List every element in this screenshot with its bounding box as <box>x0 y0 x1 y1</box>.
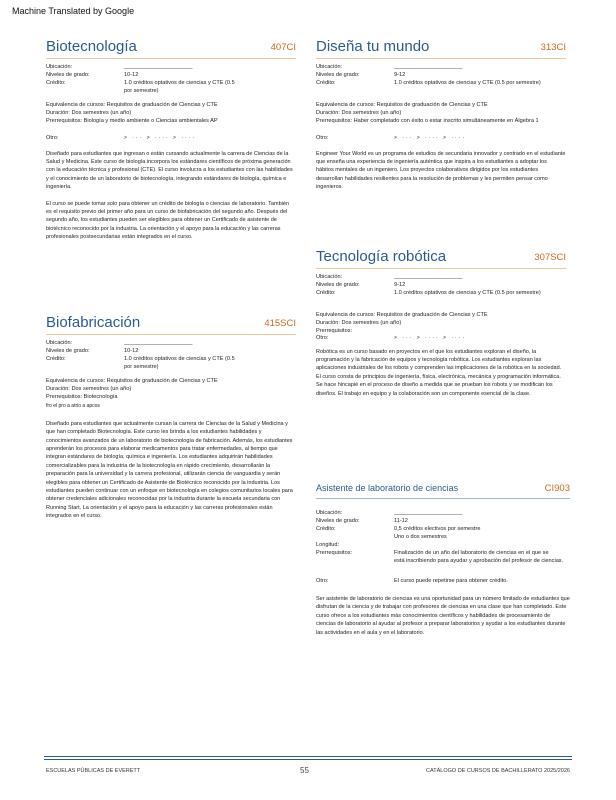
field-label <box>316 559 394 567</box>
field-label: Niveles de grado: <box>46 72 90 78</box>
course-info-table <box>316 511 563 567</box>
machine-translated-banner: Machine Translated by Google <box>12 6 135 16</box>
otro-label: Otro: <box>316 578 329 584</box>
field-label: Longitud: <box>316 542 340 548</box>
course-extra <box>316 101 566 126</box>
course-code: CI903 <box>544 483 570 494</box>
field-label: Niveles de grado: <box>316 518 360 524</box>
duration: Duración: Dos semestres (un año) <box>316 320 402 327</box>
field-value: 10-12 <box>124 72 139 78</box>
field-label: Ubicación: <box>46 64 73 70</box>
field-value: 9-12 <box>394 282 406 288</box>
description-paragraph: El curso se puede tomar solo para obtener un crédito de biología o ciencias de laboratorio. También es el requisito previo del primer año para un curso de biofabricación del segundo año. Después del segundo año, los estudiantes pueden ser elegibles para obtener un Certificado de asistente de biotécnico reconocido por la industria. La orientación y el apoyo para la educación y las carreras profesionales postsecundarias están integrados en el curso. <box>46 200 289 241</box>
equivalence: Equivalencia de cursos: Requisitos de graduación de Ciencias y CTE <box>46 102 218 108</box>
prerequisites: Prerrequisitos: Biotecnología <box>46 394 118 401</box>
footer-rule <box>44 759 572 760</box>
course-info-table <box>46 341 235 373</box>
course-disena-tu-mundo <box>316 38 566 192</box>
footer-rule <box>44 756 572 757</box>
field-label: Crédito: <box>316 290 336 296</box>
field-value: 1.0 créditos optativos de ciencias y CTE (0.5 <box>124 80 235 86</box>
field-label: Crédito: <box>316 80 336 86</box>
otro-row <box>316 579 508 587</box>
description-paragraph: Ser asistente de laboratorio de ciencias es una oportunidad para un número limitado de estudiantes que disfrutan de la ciencia y de trabajar con profesores de ciencias en una clase que han completado. Este curso ofrece a los estudiantes más conocimientos científicos y habilidades de procesamiento de ciencias de laboratorio al ayudar al profesor a preparar laboratorios y ayudar a los estudiantes durante las actividades en el aula y en el laboratorio. <box>316 596 570 636</box>
description-paragraph: Robótica es un curso basado en proyectos en el que los estudiantes exploran el diseño, la programación y la fabricación de equipos y tecnología robótica. Los estudiantes exploran las aplicaciones industriales de los robots y comprenden las implicaciones de la robótica en la sociedad. El curso consta de principios de ingeniería, física, electrónica, mecánica y programación informática. Se hace hincapié en el proceso de diseño a medida que se prueban los robots y se modifican los diseños. El trabajo en equipo y la colaboración son un componente esencial de la clase. <box>316 348 562 397</box>
footer-right: CATÁLOGO DE CURSOS DE BACHILLERATO 2025/2026 <box>426 768 570 774</box>
field-value: 0,5 créditos electivos por semestre <box>394 526 481 532</box>
otro-value: > ··· > ···· > ···· <box>124 134 197 141</box>
divider <box>316 58 566 59</box>
prerequisites: Prerrequisitos: <box>316 328 353 335</box>
equivalence: Equivalencia de cursos: Requisitos de graduación de Ciencias y CTE <box>316 312 488 318</box>
field-label: Niveles de grado: <box>316 72 360 78</box>
field-label: Ubicación: <box>316 274 343 280</box>
course-asistente-laboratorio <box>316 483 570 637</box>
duration: Duración: Dos semestres (un año) <box>316 110 402 117</box>
description-paragraph: Engineer Your World es un programa de estudios de secundaria innovador y centrado en el estudiante que enseña una experiencia de ingeniería auténtica que inspira a los estudiantes a adoptar los hábitos mentales de un ingeniero. Los proyectos colaborativos dirigidos por los estudiantes desarrollan habilidades resilientes para la resolución de problemas y les permiten pensar como ingenieros. <box>316 150 566 191</box>
field-value: 1.0 créditos optativos de ciencias y CTE (0.5 por semestre) <box>394 80 541 86</box>
otro-value: > ··· > ···· > ···· <box>394 134 467 141</box>
field-label: Crédito: <box>46 80 66 86</box>
course-title: Biotecnología <box>46 38 137 55</box>
field-label: Niveles de grado: <box>316 282 360 288</box>
equivalence: Equivalencia de cursos: Requisitos de graduación de Ciencias y CTE <box>316 102 488 108</box>
prerequisites: Prerrequisitos: Haber completado con éxito o estar inscrito simultáneamente en Álgebra 1 <box>316 118 539 125</box>
divider <box>316 498 570 499</box>
field-label: Ubicación: <box>46 340 73 346</box>
field-label: Crédito: <box>46 356 66 362</box>
course-tecnologia-robotica <box>316 248 566 398</box>
field-label <box>46 365 124 373</box>
course-biotecnologia <box>46 38 296 242</box>
field-label: Prerrequisitos: <box>316 550 353 556</box>
otro-value: > ··· > ···· > ···· <box>394 334 467 341</box>
otro-value: El curso puede repetirse para obtener crédito. <box>394 578 508 584</box>
description-paragraph: Diseñado para estudiantes que actualmente cursan la carrera de Ciencias de la Salud y Medicina y que han completado Biotecnología. Este curso les brinda a los estudiantes habilidades y conocimientos avanzados de un laboratorio de biotecnología de fabricación. Además, los estudiantes aprenderán los procesos para elaborar medicamentos para tratar enfermedades, al tiempo que integran estándares de biología, química e ingeniería. Los estudiantes adquirirán habilidades comercializables para la industria de la biotecnología en rápido crecimiento, desarrollarán la preparación para la universidad y la carrera profesional, utilizarán ciencia de vanguardia y serán elegibles para obtener un Certificado de Asistente de Biotécnico reconocido por la industria. Los estudiantes pueden continuar con un enfoque en biotecnología en colegios comunitarios locales para obtener credenciales adicionales reconocidas por la industria durante la escuela secundaria con Running Start. La orientación y el apoyo para la educación y las carreras profesionales están integrados en el curso. <box>46 420 293 520</box>
field-label: Crédito: <box>316 526 336 532</box>
course-info-table <box>46 65 235 97</box>
field-label: Niveles de grado: <box>46 348 90 354</box>
field-value: ______________________ <box>124 64 193 70</box>
otro-label: Otro: <box>316 134 329 141</box>
field-value: ______________________ <box>394 274 463 280</box>
duration: Duración: Dos semestres (un año) <box>46 386 132 393</box>
course-title: Biofabricación <box>46 314 141 331</box>
otro-value: fro el pro a atrio a apcos <box>46 402 100 409</box>
field-value: por semestre) <box>124 88 159 94</box>
otro-row <box>316 136 466 144</box>
page-number: 55 <box>300 766 309 775</box>
description-paragraph: Diseñado para estudiantes que ingresan o están cursando actualmente la carrera de Ciencias de la Salud y Medicina. Este curso de biología incorpora los estándares científicos de próxima generación con la educación técnica y profesional (CTE). El curso involucra a los estudiantes con las habilidades y el conocimiento de un laboratorio de biotecnología, integrando estándares de biología, química e ingeniería. <box>46 150 293 191</box>
field-value: por semestre) <box>124 364 159 370</box>
course-title: Asistente de laboratorio de ciencias <box>316 483 459 493</box>
field-value: está inscribiendo para ayudar y aprobación del profesor de ciencias. <box>394 558 564 564</box>
course-info-table <box>316 65 541 89</box>
divider <box>46 334 296 335</box>
field-value: 1.0 créditos optativos de ciencias y CTE (0.5 por semestre) <box>394 290 541 296</box>
otro-label: Otro: <box>46 134 59 141</box>
field-label: Ubicación: <box>316 510 343 516</box>
otro-row <box>46 136 196 144</box>
field-label <box>46 89 124 97</box>
course-code: 307SCI <box>534 252 566 263</box>
course-biofabricacion <box>46 314 296 521</box>
divider <box>316 268 566 269</box>
field-value: 9-12 <box>394 72 406 78</box>
course-info-table <box>316 275 541 299</box>
field-value: ______________________ <box>394 64 463 70</box>
field-value: 1.0 créditos optativos de ciencias y CTE (0.5 <box>124 356 235 362</box>
field-value: 11-12 <box>394 518 408 524</box>
prerequisites: Prerrequisitos: Biología y medio ambiente o Ciencias ambientales AP <box>46 118 218 125</box>
duration: Duración: Dos semestres (un año) <box>46 110 132 117</box>
course-code: 415SCI <box>264 318 296 329</box>
course-extra <box>316 311 566 336</box>
field-value: Finalización de un año del laboratorio de ciencias en el que se <box>394 550 549 556</box>
otro-label: Otro: <box>316 334 329 341</box>
otro-row <box>316 336 466 344</box>
footer-left: ESCUELAS PÚBLICAS DE EVERETT <box>46 768 141 774</box>
course-extra <box>46 101 296 126</box>
course-extra <box>46 377 296 410</box>
course-code: 313CI <box>540 42 566 53</box>
course-title: Diseña tu mundo <box>316 38 430 55</box>
field-label: Ubicación: <box>316 64 343 70</box>
field-value: ______________________ <box>124 340 193 346</box>
equivalence: Equivalencia de cursos: Requisitos de graduación de Ciencias y CTE <box>46 378 218 384</box>
field-value: 10-12 <box>124 348 139 354</box>
course-title: Tecnología robótica <box>316 248 447 265</box>
field-value: Uno o dos semestres <box>394 534 447 540</box>
course-code: 407CI <box>270 42 296 53</box>
divider <box>46 58 296 59</box>
field-value: ______________________ <box>394 510 463 516</box>
